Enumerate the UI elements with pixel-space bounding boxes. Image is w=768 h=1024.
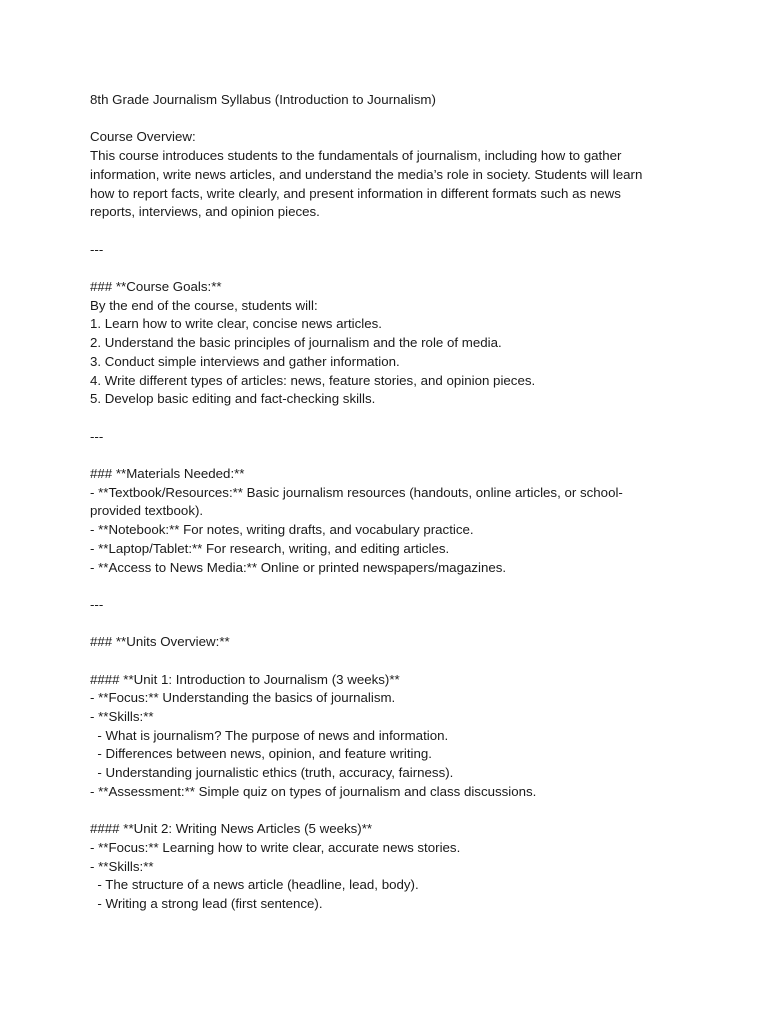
overview-line: This course introduces students to the fundamentals of journalism, including how to gather <box>90 148 622 164</box>
spacer <box>90 652 680 671</box>
materials-line: - **Notebook:** For notes, writing drafts, and vocabulary practice. <box>90 522 474 538</box>
goal-item: 5. Develop basic editing and fact-checking skills. <box>90 391 376 407</box>
overview-line: information, write news articles, and understand the media’s role in society. Students will learn <box>90 166 643 182</box>
goals-intro: By the end of the course, students will: <box>90 297 318 313</box>
materials-line: - **Textbook/Resources:** Basic journalism resources (handouts, online articles, or school- <box>90 484 623 500</box>
spacer <box>90 110 680 129</box>
unit1-skills-label: - **Skills:** <box>90 709 154 725</box>
unit1-assessment: - **Assessment:** Simple quiz on types of journalism and class discussions. <box>90 783 537 799</box>
unit2-skill-item: - The structure of a news article (headline, lead, body). <box>90 877 419 893</box>
unit2-heading: #### **Unit 2: Writing News Articles (5 weeks)** <box>90 821 373 837</box>
spacer <box>90 409 680 428</box>
document-title: 8th Grade Journalism Syllabus (Introduction to Journalism) <box>90 92 436 107</box>
overview-heading: Course Overview: <box>90 129 196 145</box>
unit1-skill-item: - What is journalism? The purpose of news and information. <box>90 727 449 743</box>
unit1-skill-item: - Differences between news, opinion, and feature writing. <box>90 746 432 762</box>
divider: --- <box>90 241 104 257</box>
unit1-focus: - **Focus:** Understanding the basics of journalism. <box>90 690 396 706</box>
spacer <box>90 577 680 596</box>
units-heading: ### **Units Overview:** <box>90 634 230 650</box>
overview-line: how to report facts, write clearly, and present information in different formats such as news <box>90 185 621 201</box>
spacer <box>90 615 680 634</box>
materials-line: - **Laptop/Tablet:** For research, writing, and editing articles. <box>90 540 450 556</box>
divider: --- <box>90 428 104 444</box>
goal-item: 4. Write different types of articles: news, feature stories, and opinion pieces. <box>90 372 536 388</box>
unit1-skill-item: - Understanding journalistic ethics (truth, accuracy, fairness). <box>90 765 454 781</box>
document-page <box>90 91 680 914</box>
spacer <box>90 802 680 821</box>
materials-line: provided textbook). <box>90 503 204 519</box>
unit2-skills-label: - **Skills:** <box>90 858 154 874</box>
unit1-heading: #### **Unit 1: Introduction to Journalism (3 weeks)** <box>90 671 400 687</box>
goals-heading: ### **Course Goals:** <box>90 278 222 294</box>
spacer <box>90 222 680 241</box>
overview-line: reports, interviews, and opinion pieces. <box>90 204 320 220</box>
goal-item: 2. Understand the basic principles of journalism and the role of media. <box>90 335 502 351</box>
divider: --- <box>90 596 104 612</box>
unit2-skill-item: - Writing a strong lead (first sentence). <box>90 896 323 912</box>
goal-item: 3. Conduct simple interviews and gather information. <box>90 353 400 369</box>
unit2-focus: - **Focus:** Learning how to write clear, accurate news stories. <box>90 839 461 855</box>
materials-heading: ### **Materials Needed:** <box>90 465 245 481</box>
goal-item: 1. Learn how to write clear, concise news articles. <box>90 316 382 332</box>
spacer <box>90 446 680 465</box>
spacer <box>90 259 680 278</box>
materials-line: - **Access to News Media:** Online or printed newspapers/magazines. <box>90 559 507 575</box>
